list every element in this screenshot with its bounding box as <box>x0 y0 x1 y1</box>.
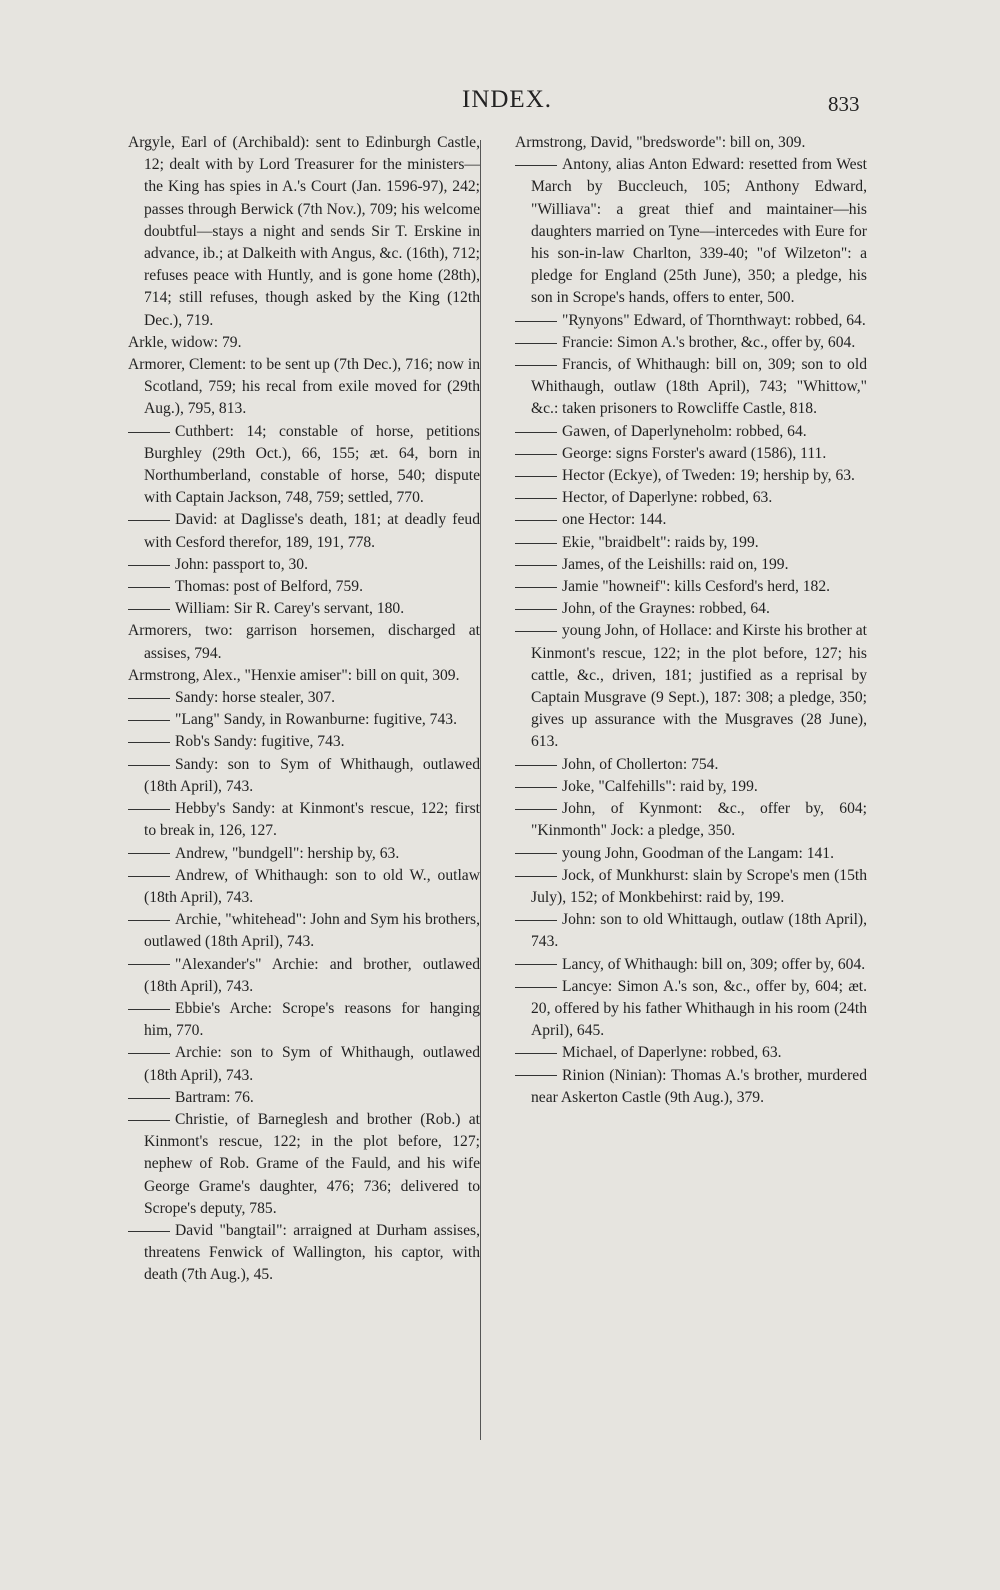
page-title: INDEX. <box>462 86 553 113</box>
index-entry-text: James, of the Leishills: raid on, 199. <box>562 555 789 573</box>
index-entry <box>128 665 480 687</box>
index-entry-text: John: son to old Whittaugh, outlaw (18th April), 743. <box>531 911 867 951</box>
index-entry <box>515 843 867 865</box>
ditto-dash <box>128 1098 170 1099</box>
index-entry-text: Antony, alias Anton Edward: resetted from West March by Buccleuch, 105; Anthony Edward, "Williava": a great thief and maintainer—his daughters married on Tyne—intercedes with Eure for his son-in-law Charlton, 339-40; "of Wilzeton": a pledge for England (25th June), 350; a pledge, his son in Scrope's hands, offers to enter, 500. <box>531 156 867 307</box>
ditto-dash <box>515 343 557 344</box>
ditto-dash <box>128 1009 170 1010</box>
ditto-dash <box>128 1120 170 1121</box>
ditto-dash <box>128 565 170 566</box>
index-entry <box>515 954 867 976</box>
ditto-dash <box>128 765 170 766</box>
ditto-dash <box>128 853 170 854</box>
index-entry-text: Ebbie's Arche: Scrope's reasons for hanging him, 770. <box>144 999 480 1040</box>
index-entry-text: Archie, "whitehead": John and Sym his brothers, outlawed (18th April), 743. <box>144 911 480 951</box>
ditto-dash <box>515 765 557 766</box>
index-entry <box>515 310 867 332</box>
index-entry-text: John: passport to, 30. <box>175 555 308 573</box>
index-entry <box>515 487 867 509</box>
index-entry <box>515 465 867 487</box>
ditto-dash <box>128 609 170 610</box>
ditto-dash <box>515 543 557 544</box>
index-entry-text: Sandy: son to Sym of Whithaugh, outlawed (18th April), 743. <box>144 755 480 795</box>
ditto-dash <box>128 809 170 810</box>
index-entry <box>128 798 480 842</box>
index-entry-text: Jock, of Munkhurst: slain by Scrope's men (15th July), 152; of Monkbehirst: raid by, 199. <box>531 866 867 906</box>
index-entry <box>515 620 867 753</box>
index-entry-text: Andrew, of Whithaugh: son to old W., outlaw (18th April), 743. <box>144 866 480 906</box>
index-entry <box>128 598 480 620</box>
index-entry-text: Lancy, of Whithaugh: bill on, 309; offer by, 604. <box>562 955 866 973</box>
ditto-dash <box>515 1075 557 1076</box>
ditto-dash <box>128 587 170 588</box>
ditto-dash <box>515 809 557 810</box>
index-entry-text: Armstrong, David, "bredsworde": bill on, 309. <box>515 134 806 151</box>
index-entry <box>128 1087 480 1109</box>
ditto-dash <box>515 365 557 366</box>
index-entry <box>515 909 867 953</box>
index-entry <box>128 576 480 598</box>
index-entry-text: "Lang" Sandy, in Rowanburne: fugitive, 743. <box>175 711 457 729</box>
index-entry-text: William: Sir R. Carey's servant, 180. <box>175 600 405 618</box>
index-entry <box>128 332 480 354</box>
ditto-dash <box>515 787 557 788</box>
ditto-dash <box>128 520 170 521</box>
index-entry-text: Thomas: post of Belford, 759. <box>175 578 363 596</box>
index-entry-text: David: at Daglisse's death, 181; at deadly feud with Cesford therefor, 189, 191, 778. <box>144 511 480 551</box>
ditto-dash <box>515 454 557 455</box>
index-entry <box>128 1042 480 1086</box>
index-entry <box>515 1042 867 1064</box>
index-entry-text: John, of Kynmont: &c., offer by, 604; "Kinmonth" Jock: a pledge, 350. <box>531 800 867 840</box>
index-entry <box>128 843 480 865</box>
index-entry-text: young John, of Hollace: and Kirste his brother at Kinmont's rescue, 122; in the plot before, 127; his cattle, &c., driven, 181; justified as a reprisal by Captain Musgrave (9 Sept.), 187: 308; a pledge, 350; gives up assurance with the Musgraves (28 June), 613. <box>531 622 867 751</box>
ditto-dash <box>515 987 557 988</box>
page-header <box>0 86 1000 126</box>
index-entry-text: "Alexander's" Archie: and brother, outlawed (18th April), 743. <box>144 955 480 995</box>
index-entry-text: Armorer, Clement: to be sent up (7th Dec.), 716; now in Scotland, 759; his recal from exile moved for (29th Aug.), 795, 813. <box>128 356 480 418</box>
index-entry <box>515 532 867 554</box>
index-entry <box>515 865 867 909</box>
index-entry-text: Jamie "howneif": kills Cesford's herd, 182. <box>562 578 831 596</box>
index-entry <box>515 332 867 354</box>
index-entry-text: David "bangtail": arraigned at Durham assises, threatens Fenwick of Wallington, his captor, with death (7th Aug.), 45. <box>144 1221 480 1284</box>
ditto-dash <box>515 631 557 632</box>
index-entry-text: Christie, of Barneglesh and brother (Rob.) at Kinmont's rescue, 122; in the plot before, 127; nephew of Rob. Grame of the Fauld, and his wife George Grame's daughter, 476; 736; delivered to Scrope's deputy, 785. <box>144 1110 480 1217</box>
ditto-dash <box>128 432 170 433</box>
ditto-dash <box>515 853 557 854</box>
index-entry-text: Gawen, of Daperlyneholm: robbed, 64. <box>562 422 807 440</box>
ditto-dash <box>515 587 557 588</box>
index-entry-text: Michael, of Daperlyne: robbed, 63. <box>562 1044 782 1062</box>
page-number: 833 <box>828 92 860 116</box>
index-entry <box>128 998 480 1042</box>
index-entry <box>515 554 867 576</box>
index-entry-text: John, of the Graynes: robbed, 64. <box>562 600 770 618</box>
index-entry <box>128 554 480 576</box>
ditto-dash <box>515 1053 557 1054</box>
ditto-dash <box>515 964 557 965</box>
index-entry <box>128 620 480 664</box>
column-divider <box>480 140 481 1440</box>
index-entry <box>515 1065 867 1109</box>
index-entry <box>128 909 480 953</box>
index-entry-text: one Hector: 144. <box>562 511 667 529</box>
index-entry <box>515 598 867 620</box>
index-entry-text: Andrew, "bundgell": hership by, 63. <box>175 844 400 862</box>
index-entry <box>515 576 867 598</box>
index-entry-text: Hector, of Daperlyne: robbed, 63. <box>562 489 773 507</box>
index-entry-text: Lancye: Simon A.'s son, &c., offer by, 604; æt. 20, offered by his father Whithaugh in his room (24th April), 645. <box>531 977 867 1040</box>
index-entry <box>515 421 867 443</box>
index-entry <box>128 954 480 998</box>
ditto-dash <box>128 720 170 721</box>
index-entry-text: Argyle, Earl of (Archibald): sent to Edinburgh Castle, 12; dealt with by Lord Treasurer for the ministers—the King has spies in A.'s Court (Jan. 1596-97), 242; passes through Berwick (7th Nov.), 709; his welcome doubtful—stays a night and sends Sir T. Erskine in advance, ib.; at Dalkeith with Angus, &c. (16th), 712; refuses peace with Huntly, and is gone home (28th), 714; still refuses, though asked by the King (12th Dec.), 719. <box>128 134 480 329</box>
index-entry <box>128 354 480 421</box>
index-entry <box>515 754 867 776</box>
index-entry-text: Ekie, "braidbelt": raids by, 199. <box>562 533 759 551</box>
index-entry-text: young John, Goodman of the Langam: 141. <box>562 844 834 862</box>
index-entry-text: Archie: son to Sym of Whithaugh, outlawed (18th April), 743. <box>144 1044 480 1084</box>
ditto-dash <box>128 742 170 743</box>
index-entry <box>515 509 867 531</box>
ditto-dash <box>515 476 557 477</box>
index-entry-text: Armstrong, Alex., "Henxie amiser": bill on quit, 309. <box>128 666 460 684</box>
index-entry <box>128 509 480 553</box>
index-entry <box>128 132 480 332</box>
ditto-dash <box>515 432 557 433</box>
index-entry <box>515 776 867 798</box>
ditto-dash <box>128 1231 170 1232</box>
ditto-dash <box>515 876 557 877</box>
ditto-dash <box>515 520 557 521</box>
ditto-dash <box>515 920 557 921</box>
index-entry <box>515 976 867 1043</box>
index-entry-text: Armorers, two: garrison horsemen, discharged at assises, 794. <box>128 622 480 662</box>
index-entry-text: Francis, of Whithaugh: bill on, 309; son to old Whithaugh, outlaw (18th April), 743; "Whittow," &c.: taken prisoners to Rowcliffe Castle, 818. <box>531 356 867 418</box>
index-entry-text: Hector (Eckye), of Tweden: 19; hership by, 63. <box>562 467 855 485</box>
ditto-dash <box>128 698 170 699</box>
ditto-dash <box>515 565 557 566</box>
index-entry <box>128 731 480 753</box>
index-entry-text: Arkle, widow: 79. <box>128 333 242 351</box>
index-entry-text: George: signs Forster's award (1586), 111. <box>562 444 827 462</box>
ditto-dash <box>515 498 557 499</box>
index-entry-text: Hebby's Sandy: at Kinmont's rescue, 122; first to break in, 126, 127. <box>144 800 480 840</box>
index-entry <box>128 865 480 909</box>
index-entry <box>515 154 867 309</box>
index-entry-text: Francie: Simon A.'s brother, &c., offer by, 604. <box>562 333 856 351</box>
index-entry <box>515 132 867 154</box>
index-entry-text: Rob's Sandy: fugitive, 743. <box>175 733 345 751</box>
index-entry-text: Bartram: 76. <box>175 1088 254 1106</box>
index-column-left <box>128 132 480 1287</box>
index-column-right <box>515 132 867 1109</box>
index-entry-text: Joke, "Calfehills": raid by, 199. <box>562 777 758 795</box>
ditto-dash <box>515 609 557 610</box>
index-entry-text: Cuthbert: 14; constable of horse, petitions Burghley (29th Oct.), 66, 155; æt. 64, born in Northumberland, constable of horse, 540; dispute with Captain Jackson, 748, 759; settled, 770. <box>144 422 480 507</box>
index-entry <box>128 1220 480 1287</box>
ditto-dash <box>128 1053 170 1054</box>
index-entry <box>128 687 480 709</box>
index-entry-text: Rinion (Ninian): Thomas A.'s brother, murdered near Askerton Castle (9th Aug.), 379. <box>531 1066 867 1106</box>
ditto-dash <box>128 964 170 965</box>
index-entry <box>128 1109 480 1220</box>
index-entry-text: John, of Chollerton: 754. <box>562 755 719 773</box>
index-entry <box>128 421 480 510</box>
index-entry <box>515 443 867 465</box>
ditto-dash <box>128 920 170 921</box>
index-entry-text: Sandy: horse stealer, 307. <box>175 689 336 707</box>
index-entry <box>128 754 480 798</box>
index-entry <box>515 354 867 421</box>
ditto-dash <box>515 165 557 166</box>
index-entry <box>515 798 867 842</box>
index-entry-text: "Rynyons" Edward, of Thornthwayt: robbed, 64. <box>562 311 866 329</box>
ditto-dash <box>515 321 557 322</box>
index-entry <box>128 709 480 731</box>
ditto-dash <box>128 876 170 877</box>
